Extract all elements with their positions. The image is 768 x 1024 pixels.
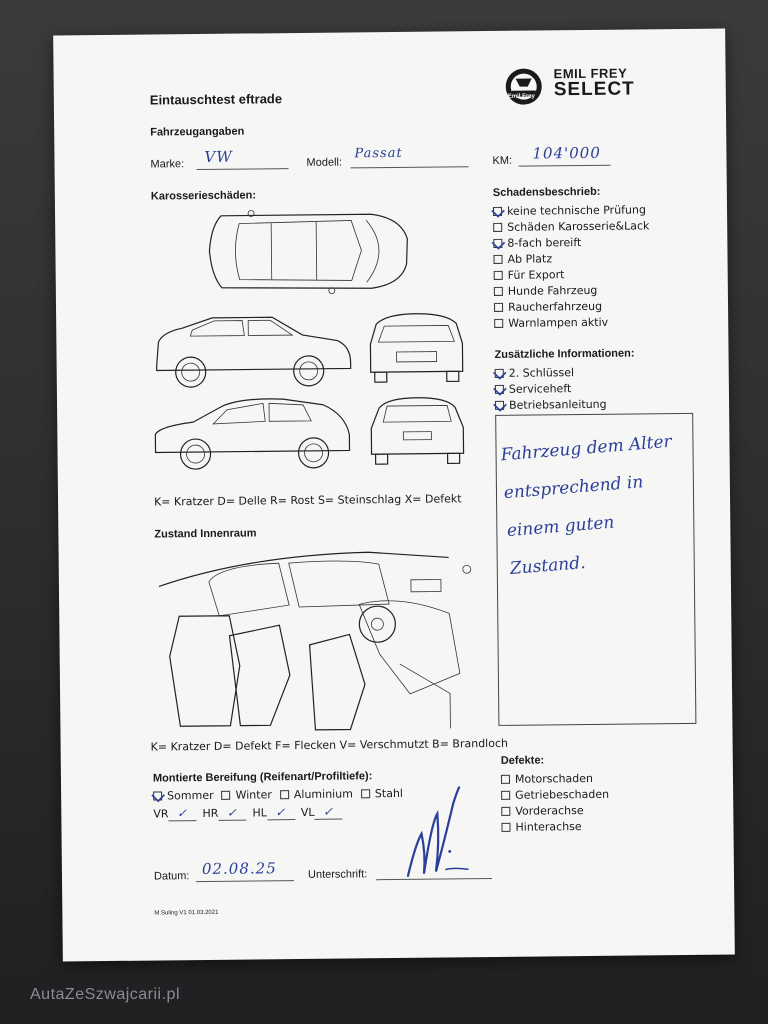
- tire-type-steel[interactable]: Stahl: [361, 785, 403, 801]
- checkbox[interactable]: [222, 790, 231, 799]
- date-field[interactable]: [196, 859, 294, 882]
- extra-item-service-book[interactable]: Serviceheft: [495, 380, 607, 397]
- checkbox[interactable]: [495, 368, 504, 377]
- checkbox[interactable]: [494, 302, 503, 311]
- signature-scribble-icon: [401, 783, 472, 884]
- date-label: Datum:: [153, 870, 190, 883]
- checkbox[interactable]: [280, 790, 289, 799]
- date-value: 02.08.25: [201, 859, 277, 879]
- defects-heading: Defekte:: [500, 754, 545, 767]
- km-label: KM:: [492, 154, 513, 167]
- checkbox[interactable]: [501, 822, 510, 831]
- inspection-form-sheet: [53, 29, 735, 962]
- damage-item-export[interactable]: Für Export: [494, 265, 650, 283]
- checkbox[interactable]: [493, 238, 502, 247]
- damage-checklist: [493, 201, 651, 331]
- logo-badge-icon: [502, 66, 550, 107]
- checkbox[interactable]: [493, 206, 502, 215]
- defect-front-axle[interactable]: Vorderachse: [501, 802, 609, 819]
- checkbox[interactable]: [495, 400, 504, 409]
- tires-heading: Montierte Bereifung (Reifenart/Profiltiefe):: [152, 770, 373, 785]
- defects-checklist: [501, 770, 610, 835]
- checkbox[interactable]: [501, 790, 510, 799]
- extra-item-second-key[interactable]: 2. Schlüssel: [495, 364, 607, 381]
- tire-type-row: [153, 785, 403, 804]
- car-side-view-right: [155, 398, 350, 469]
- tire-vl[interactable]: VL ✓: [301, 805, 343, 820]
- form-title: Eintauschtest eftrade: [149, 91, 283, 108]
- damage-item-technical-check[interactable]: keine technische Prüfung: [493, 201, 649, 219]
- checkbox[interactable]: [493, 254, 502, 263]
- damage-item-smoker[interactable]: Raucherfahrzeug: [494, 297, 650, 315]
- extra-info-checklist: [495, 364, 607, 413]
- damage-item-ab-platz[interactable]: Ab Platz: [493, 249, 649, 267]
- tire-hl[interactable]: HL ✓: [252, 805, 295, 820]
- tire-type-summer[interactable]: Sommer: [153, 787, 214, 804]
- checkbox[interactable]: [495, 384, 504, 393]
- logo-line1: EMIL FREY: [553, 65, 628, 82]
- notes-box[interactable]: [495, 413, 696, 726]
- body-damage-heading: Karosserieschäden:: [150, 189, 257, 203]
- km-field[interactable]: [518, 143, 610, 167]
- damage-desc-heading: Schadensbeschrieb:: [492, 185, 601, 199]
- damage-item-body-paint[interactable]: Schäden Karosserie&Lack: [493, 217, 649, 235]
- checkbox[interactable]: [494, 318, 503, 327]
- extra-item-manual[interactable]: Betriebsanleitung: [495, 396, 607, 413]
- footer-version: M.Suling V1 01.03.2021: [154, 909, 219, 917]
- damage-item-8-tires[interactable]: 8-fach bereift: [493, 233, 649, 251]
- extra-info-heading: Zusätzliche Informationen:: [494, 347, 635, 361]
- modell-label: Modell:: [306, 156, 343, 169]
- car-top-view: [209, 209, 408, 295]
- car-body-diagram: [151, 203, 484, 496]
- defect-rear-axle[interactable]: Hinterachse: [501, 818, 609, 835]
- damage-item-dog-vehicle[interactable]: Hunde Fahrzeug: [494, 281, 650, 299]
- logo-badge-text: Emil Frey: [507, 93, 535, 100]
- modell-value: Passat: [354, 145, 403, 162]
- watermark: AutaZeSzwajcarii.pl: [30, 986, 180, 1003]
- logo-line2: SELECT: [553, 78, 635, 101]
- tire-depth-row: [153, 805, 342, 822]
- tire-vr[interactable]: VR ✓: [153, 806, 196, 821]
- marke-label: Marke:: [150, 158, 185, 171]
- marke-value: VW: [204, 147, 233, 166]
- interior-heading: Zustand Innenraum: [154, 527, 257, 541]
- notes-handwriting: Fahrzeug dem Alter entsprechend in einem guten Zustand.: [500, 431, 673, 580]
- car-side-view-left: [156, 316, 351, 387]
- tire-hr[interactable]: HR ✓: [202, 806, 246, 821]
- defect-gearbox[interactable]: Getriebeschaden: [501, 786, 609, 803]
- checkbox[interactable]: [494, 286, 503, 295]
- tire-type-aluminium[interactable]: Aluminium: [280, 785, 353, 802]
- body-damage-legend: K= Kratzer D= Delle R= Rost S= Steinschlag X= Defekt: [153, 492, 462, 509]
- checkbox[interactable]: [153, 791, 162, 800]
- car-front-view: [370, 313, 463, 382]
- signature-label: Unterschrift:: [307, 868, 368, 881]
- emil-frey-logo: [502, 65, 635, 111]
- damage-item-warning-lights[interactable]: Warnlampen aktiv: [494, 313, 650, 331]
- modell-field[interactable]: [350, 145, 468, 168]
- tire-type-winter[interactable]: Winter: [221, 786, 271, 803]
- checkbox[interactable]: [361, 789, 370, 798]
- interior-legend: K= Kratzer D= Defekt F= Flecken V= Verschmutzt B= Brandloch: [150, 736, 509, 754]
- checkbox[interactable]: [501, 774, 510, 783]
- checkbox[interactable]: [493, 222, 502, 231]
- checkbox[interactable]: [494, 270, 503, 279]
- km-value: 104'000: [532, 143, 601, 163]
- marke-field[interactable]: [196, 147, 288, 170]
- car-rear-view: [371, 397, 464, 464]
- vehicle-section-heading: Fahrzeugangaben: [150, 125, 245, 139]
- checkbox[interactable]: [501, 806, 510, 815]
- defect-engine[interactable]: Motorschaden: [501, 770, 609, 787]
- interior-diagram: [149, 543, 481, 736]
